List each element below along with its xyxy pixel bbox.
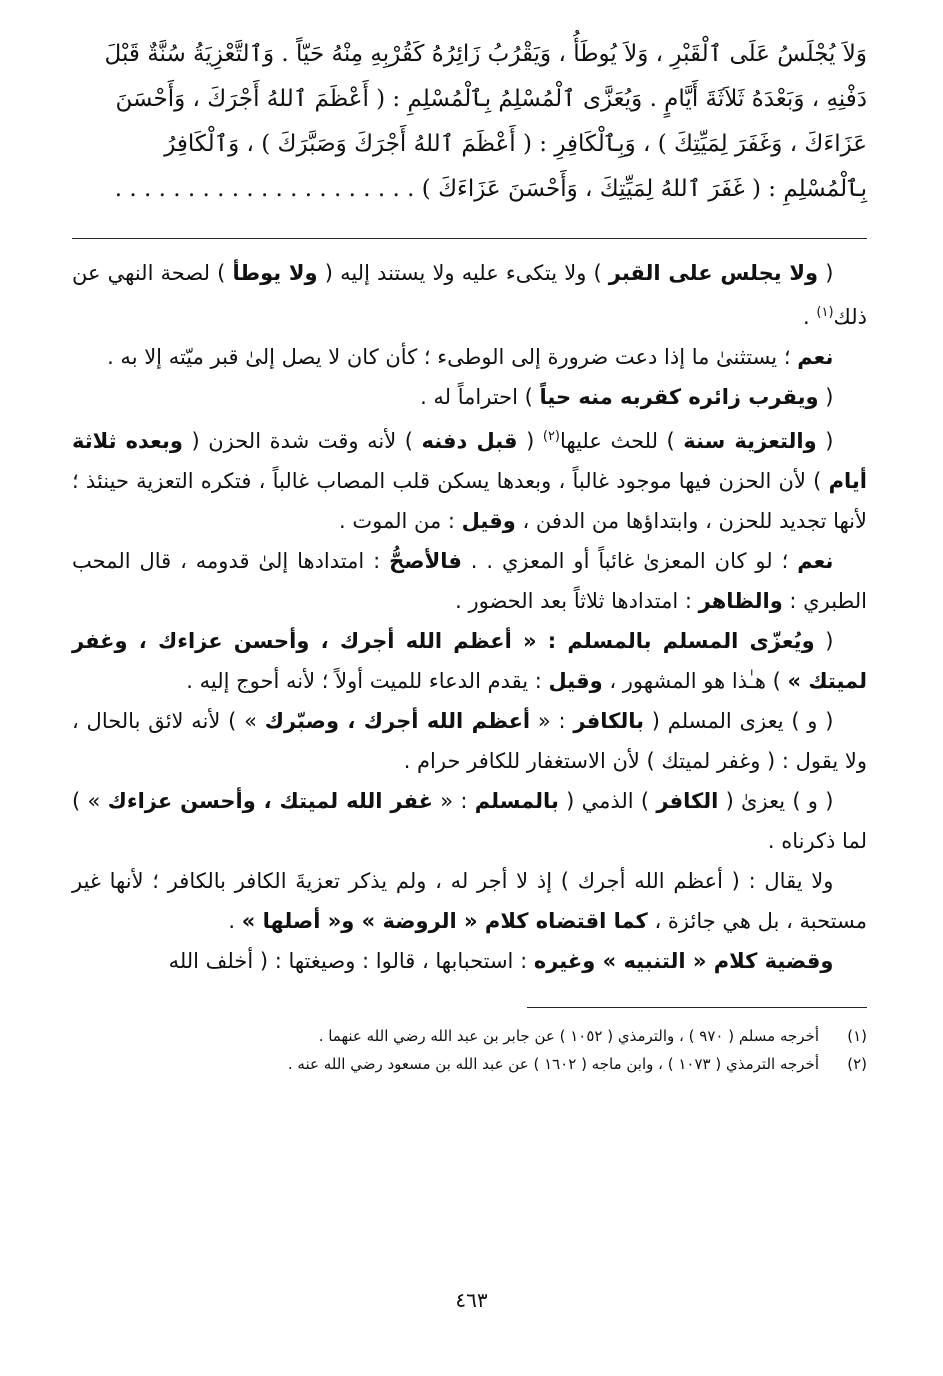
matn-quote: وبعده ثلاثة أيام [72, 429, 867, 493]
matn-quote: الكافر [656, 789, 719, 813]
matn-quote: أعظم الله أجرك ، وصبّرك [264, 709, 531, 733]
commentary-segment: ولا يقال : ( أعظم الله أجرك ) إذ لا أجر له ، ولم يذكر تعزيةَ الكافر بالكافر ؛ لأنها غير مستحبة ، بل هي جائزة ، [72, 869, 867, 933]
commentary-paragraph [72, 541, 867, 621]
matn-quote: فالأصحُّ [389, 549, 462, 573]
commentary-paragraph [72, 337, 867, 377]
matn-quote: ولا يجلس على القبر [608, 261, 819, 285]
footnote-rule [527, 1007, 867, 1008]
matn-quote: والظاهر [698, 589, 783, 613]
matn-quote: ويقرب زائره كقربه منه حياً [539, 385, 819, 409]
commentary-paragraph [72, 417, 867, 541]
footnote-text: أخرجه الترمذي ( ١٠٧٣ ) ، وابن ماجه ( ١٦٠٢ ) عن عبد الله بن مسعود رضي الله عنه . [287, 1055, 819, 1073]
commentary-segment: ) هـٰذا هو المشهور ، [602, 669, 788, 693]
page-number: ٤٦٣ [455, 1288, 488, 1312]
matn-quote: والتعزية سنة [683, 429, 817, 453]
commentary-segment: ( و ) يعزى المسلم ( [643, 709, 834, 733]
footnote-ref: (١) [816, 305, 834, 320]
matn-quote: وقيل [548, 669, 603, 693]
matn-line: بِٱلْمُسْلِمِ : ( غَفَرَ ٱللهُ لِمَيِّتِكَ ، وَأَحْسَنَ عَزَاءَكَ ) . . . . . . . . . . . . . . . . . . . . . [114, 176, 867, 202]
commentary-paragraph [72, 941, 867, 981]
commentary-segment: ( [814, 629, 834, 653]
matn-quote: ويُعزّى المسلم بالمسلم : « أعظم الله أجرك ، وأحسن عزاءك ، وغفر لميتك » [72, 629, 867, 693]
commentary-segment: ) للحث عليها [560, 429, 684, 453]
footnote [72, 1022, 867, 1050]
commentary-segment: ( [816, 429, 834, 453]
footnote-ref: (٢) [542, 429, 560, 444]
matn-quote: ولا يوطأ [232, 261, 318, 285]
commentary-paragraph [72, 701, 867, 781]
matn-quote: غفر الله لميتك ، وأحسن عزاءك [107, 789, 433, 813]
commentary-segment: : استحبابها ، قالوا : وصيغتها : ( أخلف الله [168, 949, 534, 973]
commentary-segment: » ) لأنه لائق بالحال ، ولا يقول : ( وغفر لميتك ) لأن الاستغفار للكافر حرام . [72, 709, 867, 773]
matn-quote: نعم [797, 549, 834, 573]
footnote-number: (٢) [847, 1055, 867, 1073]
commentary-segment: . [803, 305, 817, 329]
commentary-paragraph [72, 861, 867, 941]
commentary-segment: : من الموت . [338, 509, 462, 533]
commentary-segment: ( [517, 429, 543, 453]
matn-line: وَلاَ يُجْلَسُ عَلَى ٱلْقَبْرِ ، وَلاَ يُوطَأُ ، وَيَقْرُبُ زَائِرُهُ كَقُرْبِهِ مِنْهُ حَيّاً . وَٱلتَّعْزِيَةُ سُنَّةٌ قَبْلَ [104, 41, 867, 67]
matn-line: عَزَاءَكَ ، وَغَفَرَ لِمَيِّتِكَ ) ، وَبِٱلْكَافِرِ : ( أَعْظَمَ ٱللهُ أَجْرَكَ وَصَبَّرَكَ ) ، وَٱلْكَافِرُ [164, 131, 867, 157]
commentary-segment: . [228, 909, 242, 933]
commentary-paragraph [72, 377, 867, 417]
commentary-segment: ؛ لو كان المعزىٰ غائباً أو المعزي . . [461, 549, 798, 573]
commentary-segment: : « [432, 789, 475, 813]
commentary-segment: ( [818, 385, 834, 409]
matn-text [72, 32, 867, 212]
commentary-paragraph [72, 781, 867, 861]
commentary-segment: ) الذمي ( [558, 789, 657, 813]
commentary-segment: ؛ يستثنىٰ ما إذا دعت ضرورة إلى الوطىء ؛ كأن كان لا يصل إلىٰ قبر ميّته إلا به . [107, 345, 798, 369]
commentary-paragraph [72, 621, 867, 701]
commentary-segment: : « [530, 709, 574, 733]
matn-quote: نعم [797, 345, 834, 369]
commentary-segment: : امتدادها إلىٰ قدومه ، قال المحب الطبري : [72, 549, 867, 613]
footnote-text: أخرجه مسلم ( ٩٧٠ ) ، والترمذي ( ١٠٥٢ ) عن جابر بن عبد الله رضي الله عنهما . [318, 1027, 819, 1045]
matn-quote: بالمسلم [474, 789, 559, 813]
commentary-segment: ( [818, 261, 834, 285]
footnote [72, 1050, 867, 1078]
commentary-segment: ) لأن الحزن فيها موجود غالباً ، وبعدها يسكن قلب المصاب غالباً ، فتكره التعزية حينئذ ؛ لأنها تجديد للحزن ، وابتداؤها من الدفن ، [72, 469, 867, 533]
commentary-segment: : امتدادها ثلاثاً بعد الحضور . [455, 589, 699, 613]
commentary-segment: ) لأنه وقت شدة الحزن ( [182, 429, 422, 453]
footnotes [72, 1022, 867, 1078]
matn-quote: بالكافر [573, 709, 644, 733]
commentary-paragraph [72, 253, 867, 337]
matn-quote: وقيل [461, 509, 516, 533]
matn-quote: كما اقتضاه كلام « الروضة » و« أصلها » [241, 909, 648, 933]
commentary-segment: ) لصحة النهي عن ذلك [72, 261, 867, 329]
separator-rule [72, 238, 867, 239]
commentary-segment: » ) لما ذكرناه . [72, 789, 867, 853]
footnote-number: (١) [847, 1027, 867, 1045]
commentary-text [72, 253, 867, 981]
matn-line: دَفْنِهِ ، وَبَعْدَهُ ثَلاَثَةَ أَيَّامٍ . وَيُعَزَّى ٱلْمُسْلِمُ بِٱلْمُسْلِمِ : ( أَعْظَمَ ٱللهُ أَجْرَكَ ، وَأَحْسَنَ [115, 86, 867, 112]
commentary-segment: ) ولا يتكىء عليه ولا يستند إليه ( [317, 261, 609, 285]
commentary-segment: ( و ) يعزىٰ ( [718, 789, 834, 813]
matn-quote: قبل دفنه [421, 429, 518, 453]
commentary-segment: : يقدم الدعاء للميت أولاً ؛ لأنه أحوج إليه . [186, 669, 549, 693]
commentary-segment: ) احتراماً له . [420, 385, 540, 409]
matn-quote: وقضية كلام « التنبيه » وغيره [533, 949, 834, 973]
